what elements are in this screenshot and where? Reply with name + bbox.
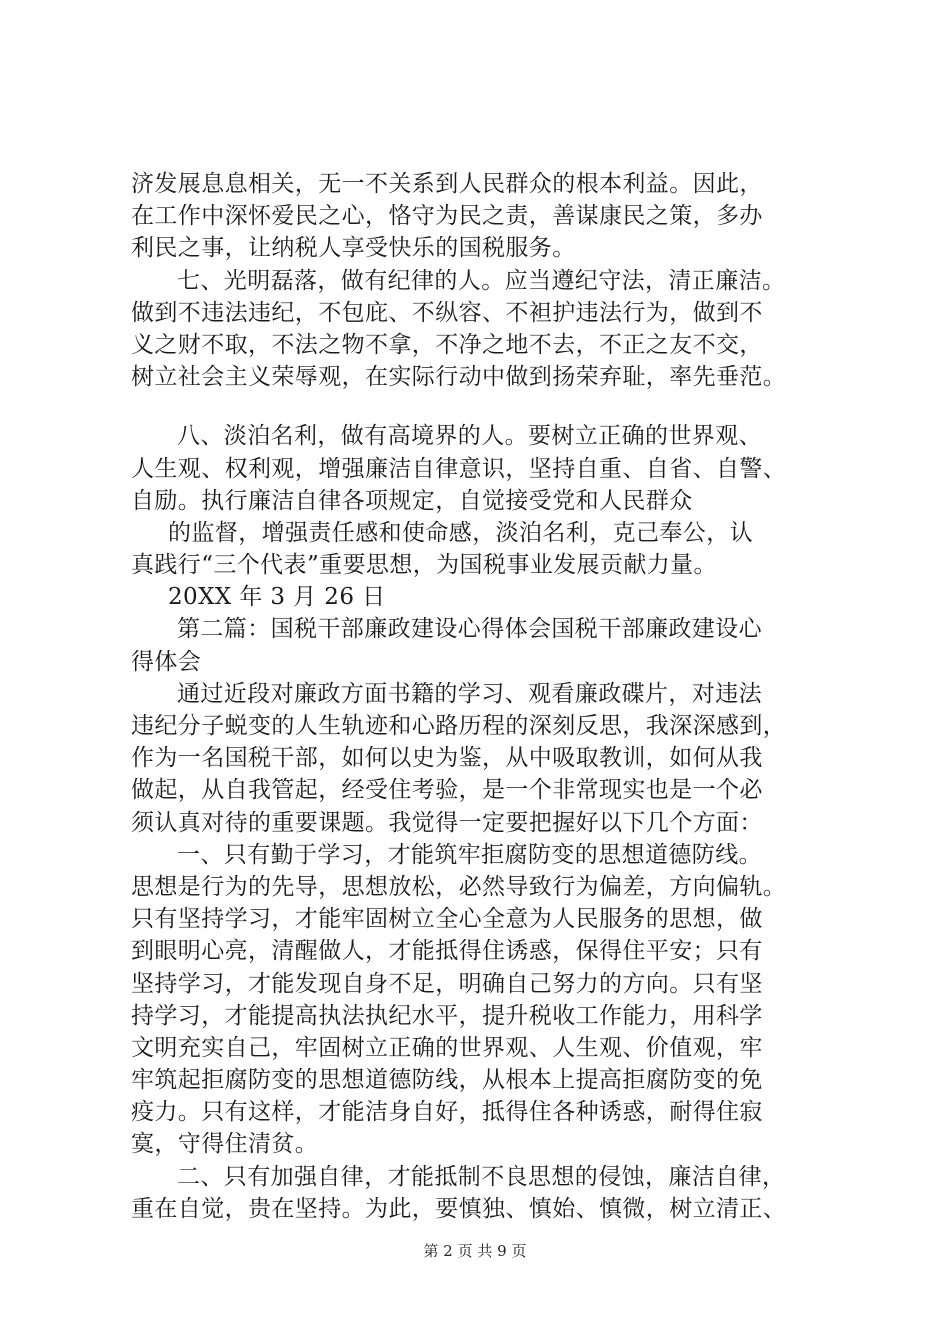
text-line: 疫力。只有这样，才能洁身自好，抵得住各种诱惑，耐得住寂 xyxy=(131,1099,763,1126)
text-line: 人生观、权利观，增强廉洁自律意识，坚持自重、自省、自警、 xyxy=(131,455,787,482)
text-line: 做到不违法违纪，不包庇、不纵容、不袒护违法行为，做到不 xyxy=(131,299,763,326)
text-line: 二、只有加强自律，才能抵制不良思想的侵蚀，廉洁自律， xyxy=(177,1163,786,1190)
text-line: 违纪分子蜕变的人生轨迹和心路历程的深刻反思，我深深感到， xyxy=(131,713,787,739)
text-line: 利民之事，让纳税人享受快乐的国税服务。 xyxy=(131,235,576,262)
text-line: 牢筑起拒腐防变的思想道德防线，从根本上提高拒腐防变的免 xyxy=(131,1067,763,1094)
text-line: 的监督，增强责任感和使命感，淡泊名利，克己奉公，认 xyxy=(168,519,753,546)
text-line: 只有坚持学习，才能牢固树立全心全意为人民服务的思想，做 xyxy=(131,906,763,933)
text-line: 作为一名国税干部，如何以史为鉴，从中吸取教训，如何从我 xyxy=(131,745,763,772)
text-line: 到眼明心亮，清醒做人，才能抵得住诱惑，保得住平安；只有 xyxy=(131,938,763,965)
page-footer: 第 2 页 共 9 页 xyxy=(423,1242,527,1260)
text-line: 须认真对待的重要课题。我觉得一定要把握好以下几个方面： xyxy=(131,809,763,836)
text-line: 做起，从自我管起，经受住考验，是一个非常现实也是一个必 xyxy=(131,777,763,804)
text-line: 通过近段对廉政方面书籍的学习、观看廉政碟片，对违法 xyxy=(177,680,762,707)
paragraph-gap xyxy=(131,393,851,420)
text-line: 八、淡泊名利，做有高境界的人。要树立正确的世界观、 xyxy=(177,423,762,450)
text-line: 文明充实自己，牢固树立正确的世界观、人生观、价值观，牢 xyxy=(131,1034,763,1061)
text-line: 济发展息息相关，无一不关系到人民群众的根本利益。因此， xyxy=(131,171,763,197)
text-line: 寞，守得住清贫。 xyxy=(131,1131,319,1158)
text-line: 自励。执行廉洁自律各项规定，自觉接受党和人民群众 xyxy=(131,487,693,514)
text-line: 七、光明磊落，做有纪律的人。应当遵纪守法，清正廉洁。 xyxy=(177,267,786,294)
text-line: 得体会 xyxy=(131,648,202,675)
text-line: 20XX 年 3 月 26 日 xyxy=(168,584,386,611)
text-line: 树立社会主义荣辱观，在实际行动中做到扬荣弃耻，率先垂范。 xyxy=(131,364,787,391)
text-line: 坚持学习，才能发现自身不足，明确自己努力的方向。只有坚 xyxy=(131,970,763,997)
document-body xyxy=(131,168,851,1225)
text-line: 持学习，才能提高执法执纪水平，提升税收工作能力，用科学 xyxy=(131,1002,763,1029)
text-line: 在工作中深怀爱民之心，恪守为民之责，善谋康民之策，多办 xyxy=(131,203,763,230)
text-line: 义之财不取，不法之物不拿，不净之地不去，不正之友不交， xyxy=(131,331,763,358)
text-line: 第二篇：国税干部廉政建设心得体会国税干部廉政建设心 xyxy=(177,616,762,643)
text-line: 思想是行为的先导，思想放松，必然导致行为偏差，方向偏轨。 xyxy=(131,873,787,900)
text-line: 一、只有勤于学习，才能筑牢拒腐防变的思想道德防线。 xyxy=(177,841,762,868)
text-line: 重在自觉，贵在坚持。为此，要慎独、慎始、慎微，树立清正、 xyxy=(131,1195,787,1222)
text-line: 真践行“三个代表”重要思想，为国税事业发展贡献力量。 xyxy=(131,552,717,579)
